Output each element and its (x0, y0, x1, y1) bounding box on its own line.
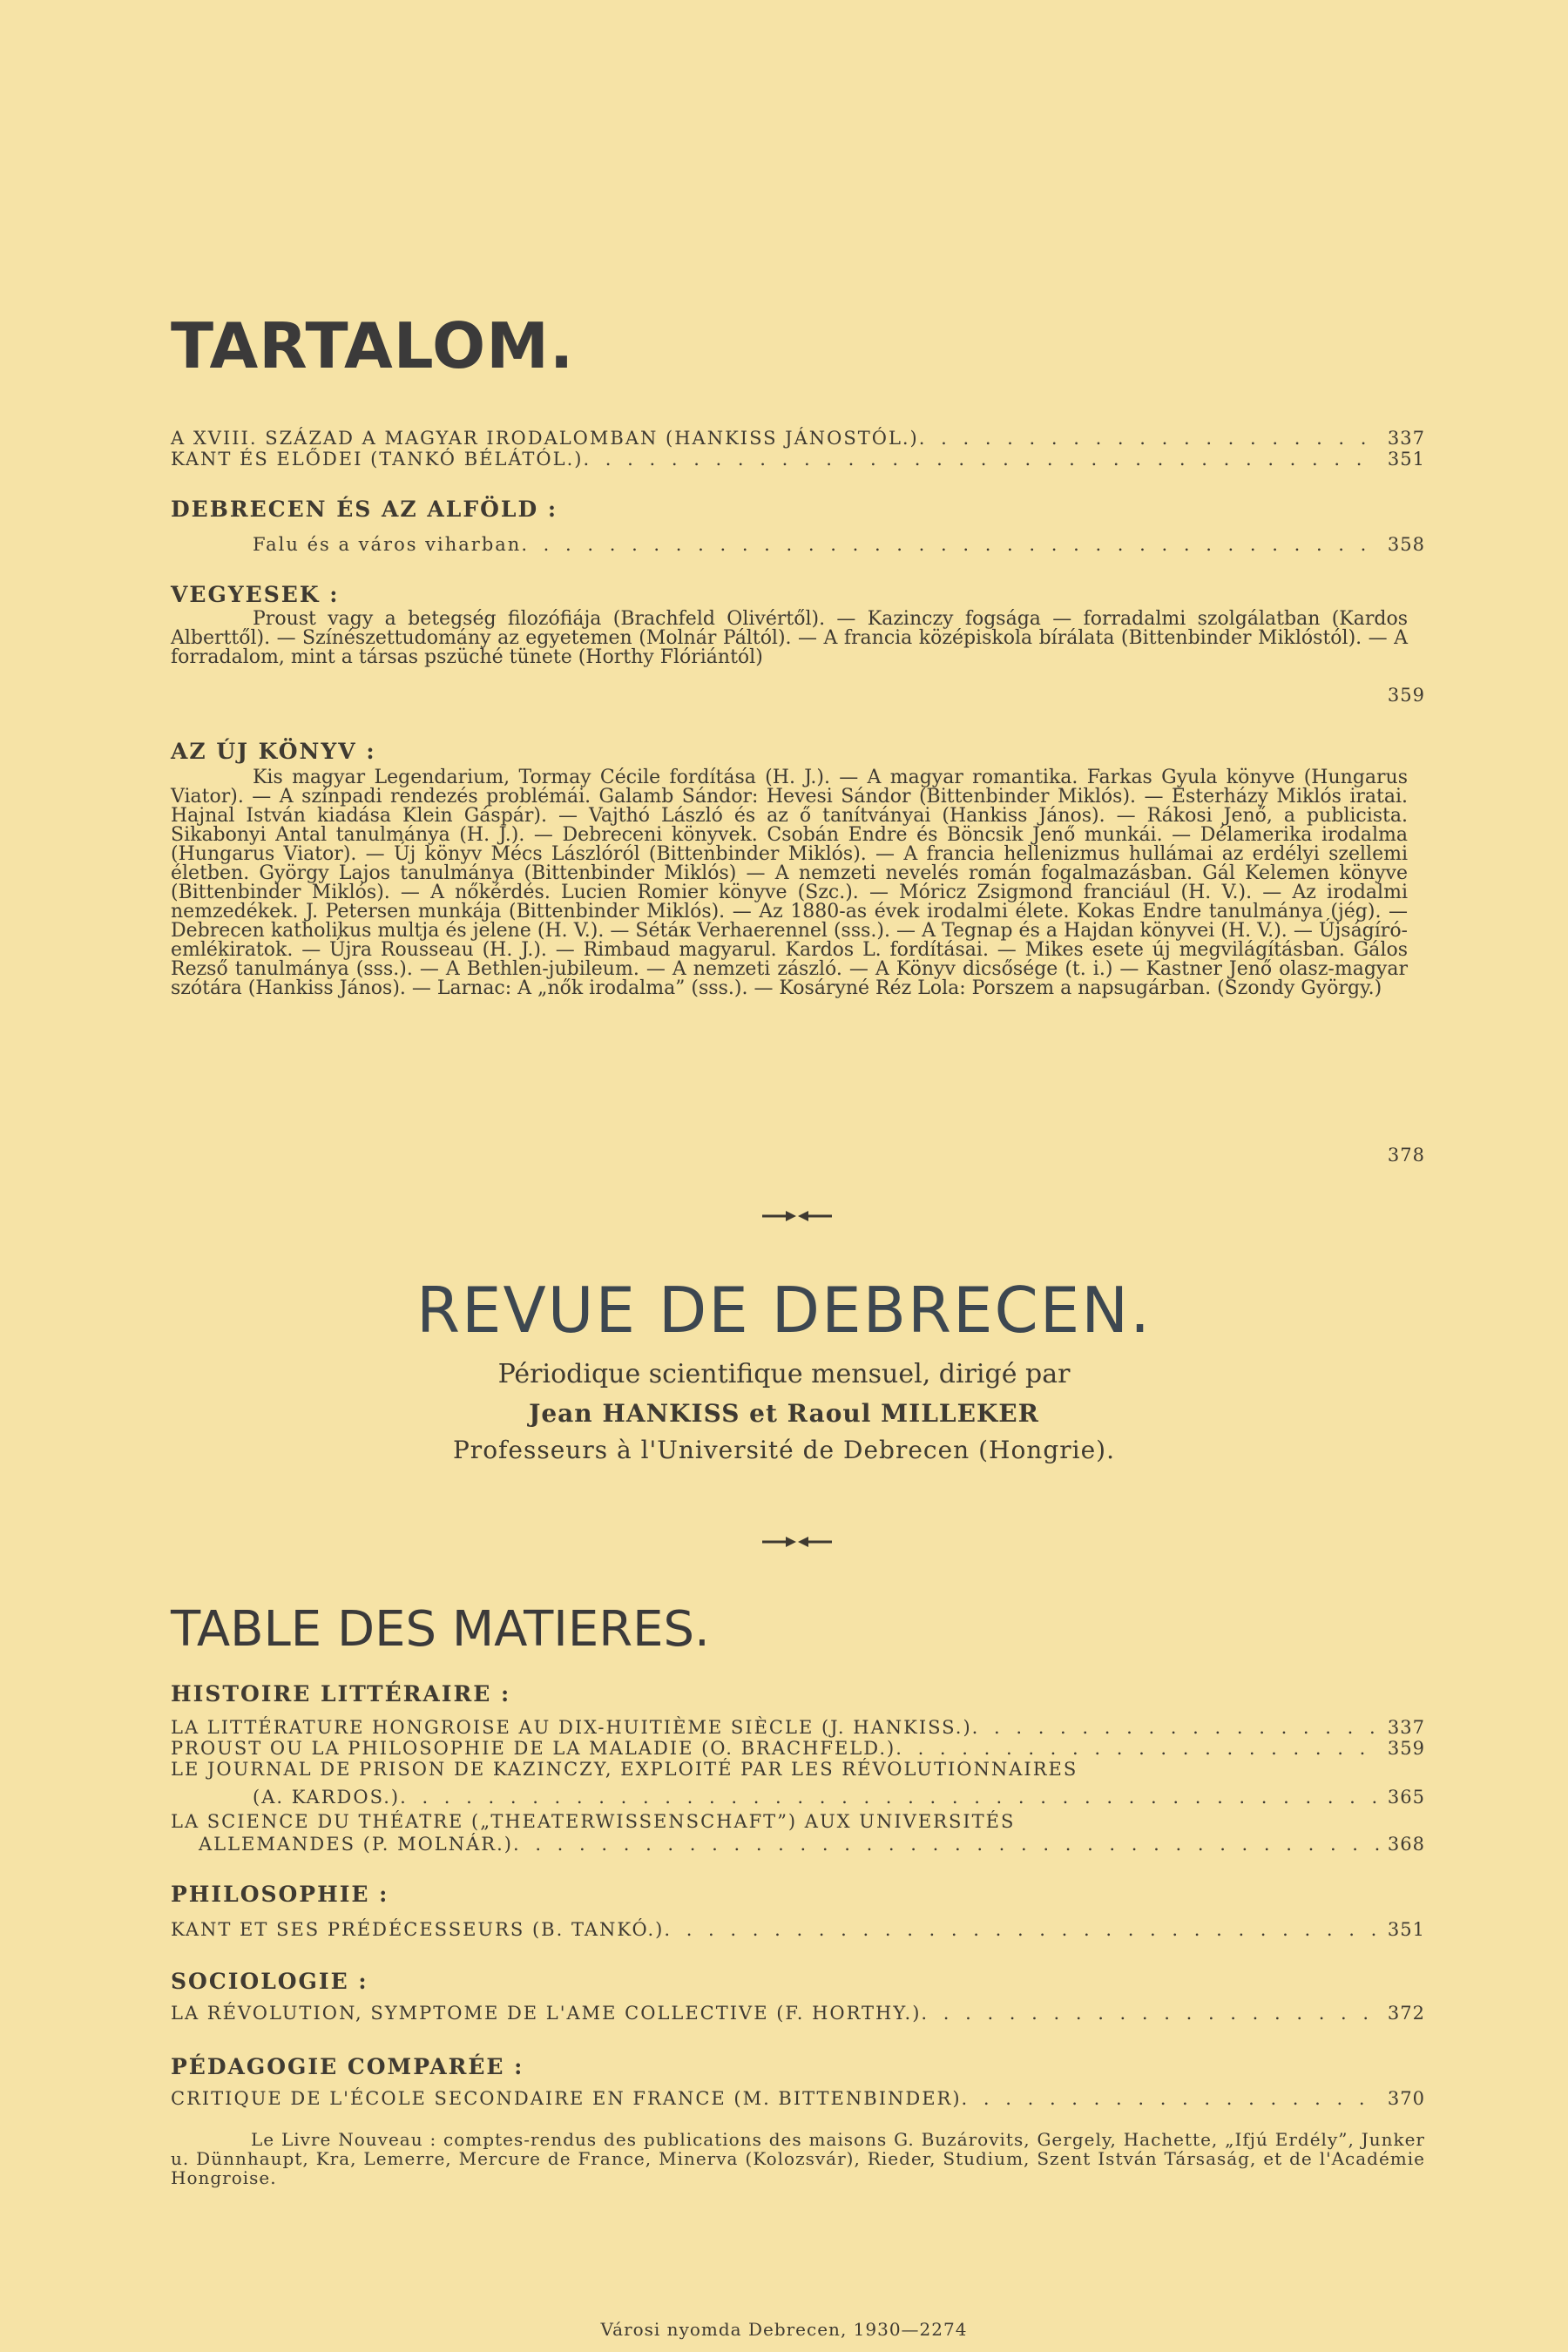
toc-entry-text: LA SCIENCE DU THÉATRE („THEATERWISSENSCHAFT”) AUX UNIVERSITÉS (171, 1811, 1016, 1832)
uj-konyv-paragraph: Kis magyar Legendarium, Tormay Cécile fordítása (H. J.). — A magyar romantika. Farkas Gyula könyve (Hungarus Viator). — A színpadi rendezés problémái. Galamb Sándor: Hevesi Sándor (Bittenbinder Miklós). — Esterházy Miklós iratai. Hajnal István kiadása Klein Gáspár). — Vajthó László és az ő tanítványai (Hankiss János). — Rákosi Jenő, a publicista. Sikabonyi Antal tanulmánya (H. J.). — Debreceni könyvek. Csobán Endre és Böncsik Jenő munkái. — Délamerika irodalma (Hungarus Viator). — Új könyv Mécs Lászlóról (Bittenbinder Miklós). — A francia hellenizmus hullámai az erdélyi szellemi életben. György Lajos tanulmánya (Bittenbinder Miklós) — A nemzeti nevelés román fogalmazásban. Gál Kelemen könyve (Bittenbinder Miklós). — A nőkérdés. Lucien Romier könyve (Szc.). — Móricz Zsigmond franciául (H. V.). — Az irodalmi nemzedékek. J. Petersen munkája (Bittenbinder Miklós). — Az 1880-as évek irodalmi élete. Kokas Endre tanulmánya (jég). — Debrecen katholikus multja és jelene (H. V.). — Sétáк Verhaerennel (sss.). — A Tegnap és a Hajdan könyvei (H. V.). — Újságíró-emlékiratok. — Újra Rousseau (H. J.). — Rimbaud magyarul. Kardos L. fordításai. — Mikes esete új megvilágításban. Gálos Rezső tanulmánya (sss.). — A Bethlen-jubileum. — A nemzeti zászló. — A Könyv dicsősége (t. i.) — Kastner Jenő olasz-magyar szótára (Hankiss János). — Larnac: A „nők irodalma” (sss.). — Kosáryné Réz Lola: Porszem a napsugárban. (Szondy György.) (171, 767, 1408, 999)
toc-entry-text: A XVIII. SZÁZAD A MAGYAR IRODALOMBAN (HANKISS JÁNOSTÓL.) (171, 428, 919, 449)
section-heading: PHILOSOPHIE : (171, 1882, 389, 1907)
toc-entry (253, 1788, 1425, 1807)
toc-entry (171, 1760, 1425, 1779)
revue-editors: Jean HANKISS et Raoul MILLEKER (529, 1399, 1039, 1428)
toc-entry (171, 1920, 1425, 1939)
leader-dots (896, 1739, 1379, 1758)
toc-entry (171, 2089, 1425, 2108)
toc-entry (199, 1835, 1425, 1854)
toc-entry-text: Falu és a város viharban (253, 534, 522, 555)
ornament-divider (758, 1533, 836, 1551)
toc-entry-page: 358 (1387, 534, 1425, 555)
toc-entry-page: 351 (1387, 449, 1425, 470)
leader-dots (664, 1920, 1379, 1939)
section-heading: AZ ÚJ KÖNYV : (171, 739, 376, 764)
toc-entry-page: 359 (1387, 1738, 1425, 1759)
leader-dots (962, 2089, 1379, 2108)
leader-dots (513, 1835, 1379, 1854)
vegyesek-paragraph: Proust vagy a betegség filozófiája (Brachfeld Olivértől). — Kazinczy fogsága — forradalmi szolgálatban (Kardos Alberttől). — Színészettudomány az egyetemen (Molnár Páltól). — A francia középiskola bírálata (Bittenbinder Miklóstól). — A forradalom, mint a társas pszüché tünete (Horthy Flóriántól) (171, 608, 1408, 668)
leader-dots (972, 1718, 1379, 1737)
toc-entry-text: KANT ET SES PRÉDÉCESSEURS (B. TANKÓ.) (171, 1919, 665, 1940)
toc-entry-page: 337 (1387, 428, 1425, 449)
toc-entry-text: KANT ÉS ELŐDEI (TANKÓ BÉLÁTÓL.) (171, 449, 584, 470)
section-heading: HISTOIRE LITTÉRAIRE : (171, 1681, 511, 1707)
leader-dots (521, 535, 1379, 554)
leader-dots (583, 449, 1378, 469)
leader-dots (400, 1788, 1379, 1807)
toc-entry-page: 368 (1387, 1834, 1425, 1855)
toc-entry-text: (A. KARDOS.) (253, 1787, 401, 1808)
toc-entry (171, 1812, 1425, 1831)
toc-entry-page: 372 (1387, 2003, 1425, 2024)
table-title: TABLE DES MATIERES. (171, 1601, 710, 1658)
toc-entry-text: LA RÉVOLUTION, SYMPTOME DE L'AME COLLECTIVE (F. HORTHY.) (171, 2003, 922, 2024)
revue-affiliation: Professeurs à l'Université de Debrecen (Hongrie). (452, 1436, 1116, 1464)
toc-entry (171, 2004, 1425, 2023)
toc-entry-page: 370 (1387, 2088, 1425, 2109)
revue-subtitle: Périodique scientifique mensuel, dirigé par (497, 1359, 1071, 1389)
toc-entry-page: 351 (1387, 1919, 1425, 1940)
toc-entry-page: 337 (1387, 1717, 1425, 1738)
section-heading: SOCIOLOGIE : (171, 1969, 368, 1994)
toc-entry (171, 429, 1425, 448)
leader-dots (919, 429, 1379, 448)
printer-imprint: Városi nyomda Debrecen, 1930—2274 (600, 2319, 968, 2340)
section-heading: PÉDAGOGIE COMPARÉE : (171, 2054, 524, 2079)
footnote: Le Livre Nouveau : comptes-rendus des publications des maisons G. Buzárovits, Gergely, Hachette, „Ifjú Erdély”, Junker u. Dünnhaupt, Kra, Lemerre, Mercure de France, Minerva (Kolozsvár), Rieder, Studium, Szent István Társaság, et de l'Académie Hongroise. (171, 2129, 1425, 2188)
toc-entry (171, 1718, 1425, 1737)
toc-entry (171, 1739, 1425, 1758)
toc-entry-text: LE JOURNAL DE PRISON DE KAZINCZY, EXPLOITÉ PAR LES RÉVOLUTIONNAIRES (171, 1759, 1078, 1780)
toc-entry-text: ALLEMANDES (P. MOLNÁR.) (199, 1834, 513, 1855)
toc-entry-page: 365 (1387, 1787, 1425, 1808)
toc-entry (171, 449, 1425, 469)
toc-entry-text: CRITIQUE DE L'ÉCOLE SECONDAIRE EN FRANCE (M. BITTENBINDER) (171, 2088, 962, 2109)
leader-dots (921, 2004, 1379, 2023)
ornament-divider (758, 1207, 836, 1225)
revue-title: REVUE DE DEBRECEN. (416, 1274, 1152, 1347)
uj-konyv-page: 378 (1387, 1145, 1425, 1166)
section-heading: VEGYESEK : (171, 582, 340, 607)
toc-entry (253, 535, 1425, 554)
tartalom-title: TARTALOM. (171, 309, 575, 382)
section-heading: DEBRECEN ÉS AZ ALFÖLD : (171, 497, 558, 522)
toc-entry-text: PROUST OU LA PHILOSOPHIE DE LA MALADIE (O. BRACHFELD.) (171, 1738, 896, 1759)
vegyesek-page: 359 (1387, 685, 1425, 706)
toc-entry-text: LA LITTÉRATURE HONGROISE AU DIX-HUITIÈME SIÈCLE (J. HANKISS.) (171, 1717, 972, 1738)
